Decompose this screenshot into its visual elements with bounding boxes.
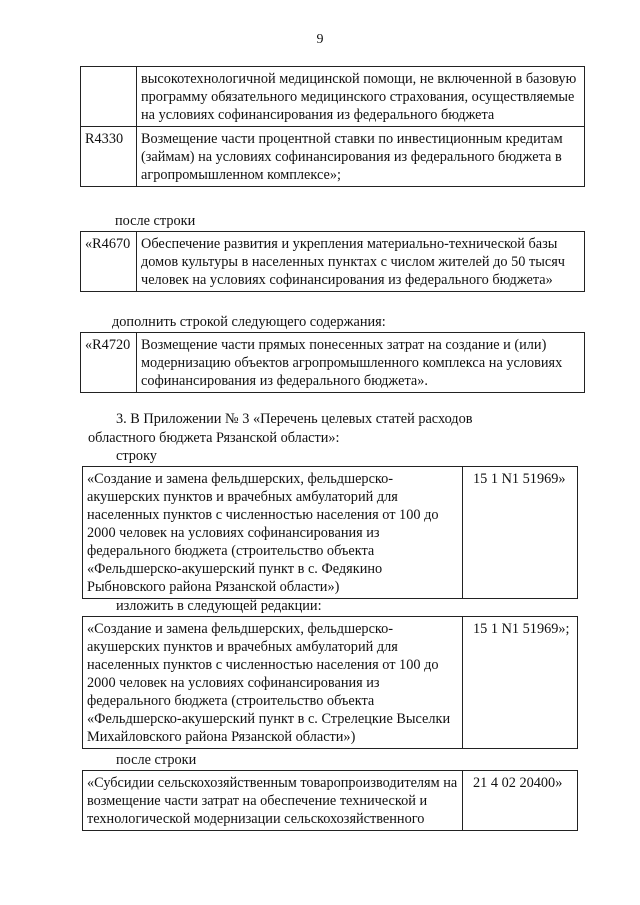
code-table-1: [80, 66, 585, 187]
code-cell: 15 1 N1 51969»: [463, 467, 578, 599]
code-table-3: [80, 332, 585, 393]
expense-table-new: [82, 616, 578, 749]
text-cell: Возмещение части прямых понесенных затрат на создание и (или) модернизацию объектов агропромышленного комплекса на условиях софинансирования из федерального бюджета».: [137, 333, 585, 393]
table-row: [81, 232, 585, 292]
table-row: [81, 333, 585, 393]
table-row: [81, 67, 585, 127]
instruction-note: после строки: [115, 213, 196, 229]
page-number: 9: [316, 32, 324, 47]
instruction-note: дополнить строкой следующего содержания:: [112, 314, 386, 330]
table-row: [83, 771, 578, 831]
text-cell: «Создание и замена фельдшерских, фельдшерско-акушерских пунктов и врачебных амбулаторий для населенных пунктов с численностью населения от 100 до 2000 человек на условиях софинансирования из федерального бюджета (строительство объекта «Фельдшерско-акушерский пункт в с. Стрелецкие Выселки Михайловского района Рязанской области»): [83, 617, 463, 749]
text-cell: «Создание и замена фельдшерских, фельдшерско-акушерских пунктов и врачебных амбулаторий для населенных пунктов с численностью населения от 100 до 2000 человек на условиях софинансирования из федерального бюджета (строительство объекта «Фельдшерско-акушерский пункт в с. Федякино Рыбновского района Рязанской области»): [83, 467, 463, 599]
code-table-2: [80, 231, 585, 292]
expense-table-old: [82, 466, 578, 599]
text-cell: Обеспечение развития и укрепления материально-технической базы домов культуры в населенных пунктах с числом жителей до 50 тысяч человек на условиях софинансирования из федерального бюджета»: [137, 232, 585, 292]
code-cell: R4330: [81, 127, 137, 187]
table-row: [81, 127, 585, 187]
paragraph-3-line1: 3. В Приложении № 3 «Перечень целевых статей расходов: [116, 411, 473, 427]
code-cell: 21 4 02 20400»: [463, 771, 578, 831]
expense-table-after: [82, 770, 578, 831]
code-cell: «R4720: [81, 333, 137, 393]
instruction-note: строку: [116, 448, 157, 464]
instruction-note: после строки: [116, 752, 197, 768]
instruction-note: изложить в следующей редакции:: [116, 598, 322, 614]
code-cell: [81, 67, 137, 127]
table-row: [83, 617, 578, 749]
text-cell: Возмещение части процентной ставки по инвестиционным кредитам (займам) на условиях софинансирования из федерального бюджета в агропромышленном комплексе»;: [137, 127, 585, 187]
table-row: [83, 467, 578, 599]
paragraph-3-line2: областного бюджета Рязанской области»:: [88, 430, 340, 446]
code-cell: «R4670: [81, 232, 137, 292]
text-cell: высокотехнологичной медицинской помощи, не включенной в базовую программу обязательного медицинского страхования, осуществляемые на условиях софинансирования из федерального бюджета: [137, 67, 585, 127]
code-cell: 15 1 N1 51969»;: [463, 617, 578, 749]
text-cell: «Субсидии сельскохозяйственным товаропроизводителям на возмещение части затрат на обеспечение технической и технологической модернизации сельскохозяйственного: [83, 771, 463, 831]
